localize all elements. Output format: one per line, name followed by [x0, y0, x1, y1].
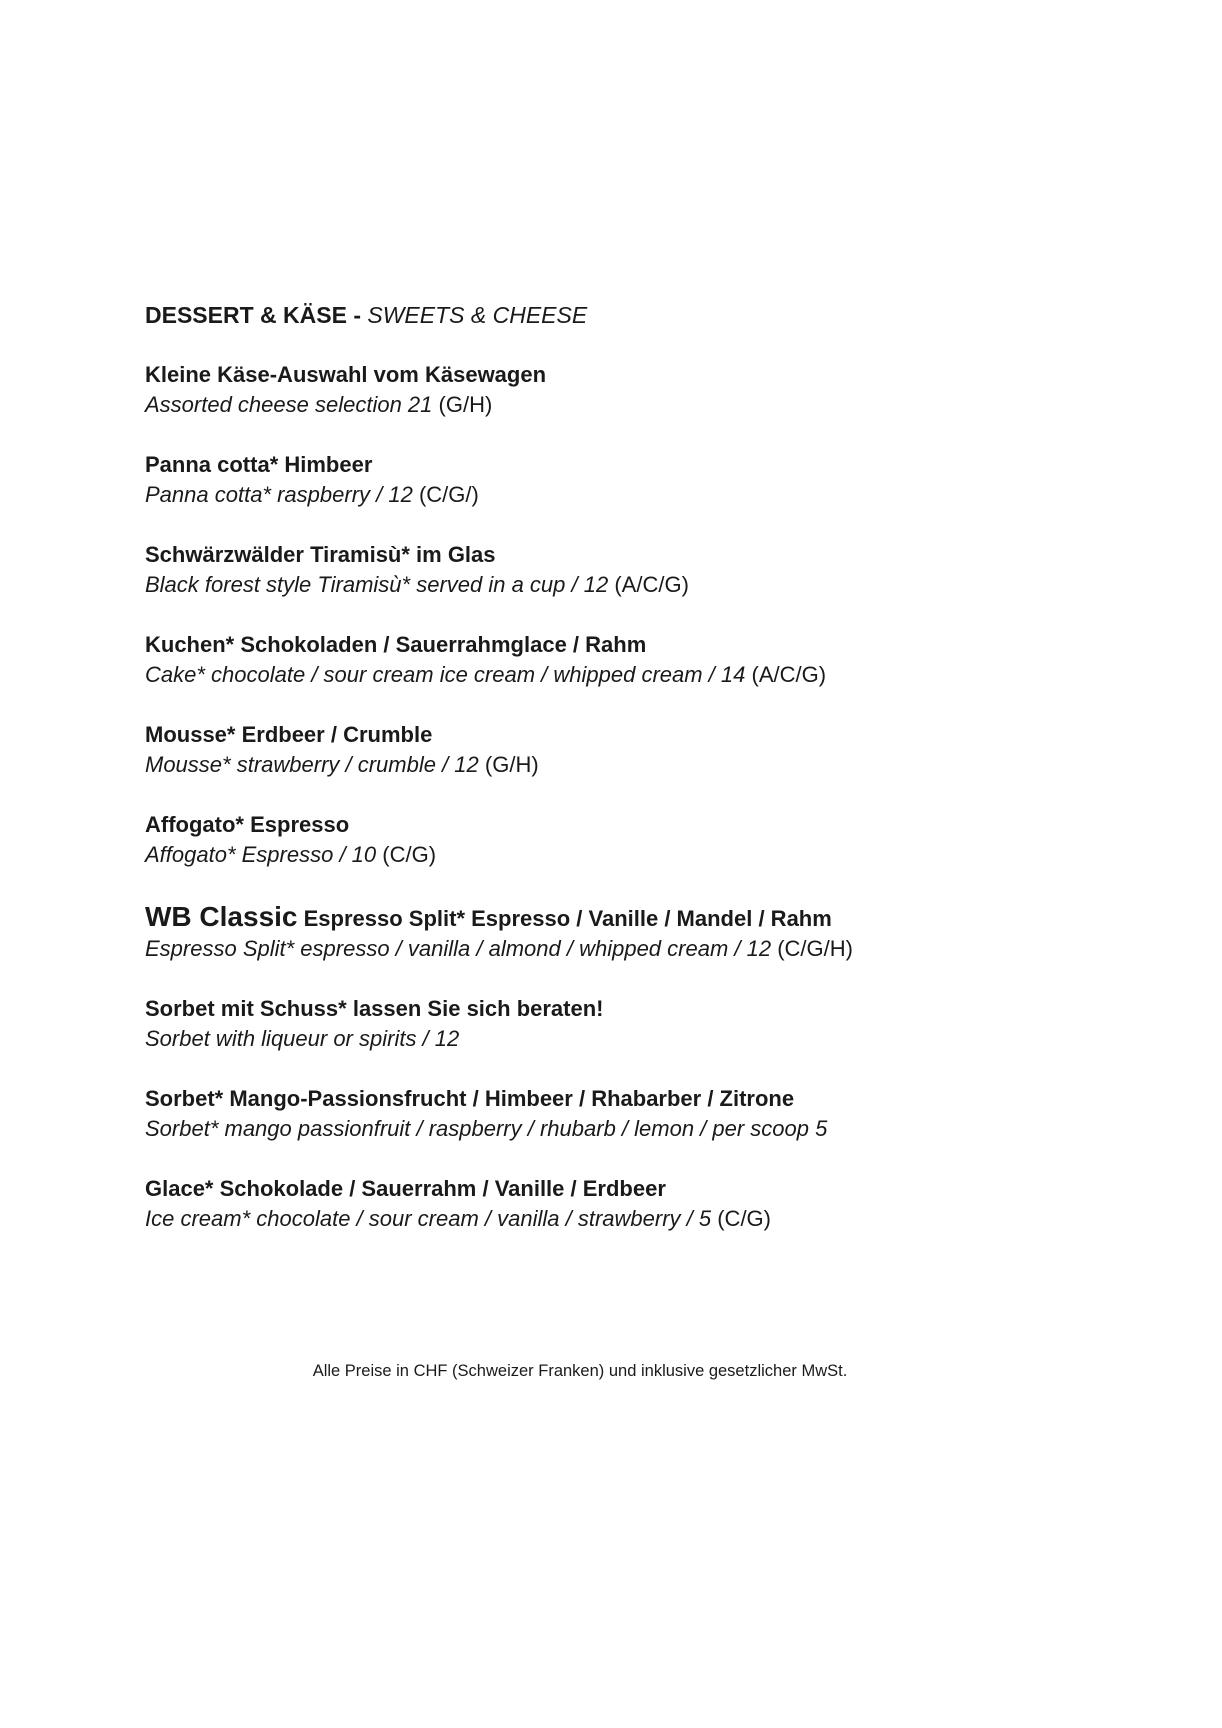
item-description — [145, 660, 1142, 690]
item-description-text: Assorted cheese selection 21 — [145, 392, 433, 417]
brand-label: WB Classic — [145, 901, 298, 932]
item-name: Mousse* Erdbeer / Crumble — [145, 722, 433, 747]
item-description — [145, 390, 1142, 420]
allergen-codes: (C/G) — [382, 842, 437, 867]
menu-item-wb-classic — [145, 900, 1142, 964]
item-name-text: Espresso Split* Espresso / Vanille / Mandel / Rahm — [303, 906, 832, 931]
item-description — [145, 1204, 1142, 1234]
allergen-codes: (C/G/) — [418, 482, 479, 507]
menu-content — [145, 300, 1142, 1264]
item-description-text: Sorbet* mango passionfruit / raspberry / rhubarb / lemon / per scoop 5 — [145, 1116, 828, 1141]
menu-item-sorbet-schuss — [145, 994, 1142, 1054]
item-description — [145, 750, 1142, 780]
menu-title-german: DESSERT & KÄSE - — [145, 302, 361, 328]
item-description — [145, 480, 1142, 510]
allergen-codes: (C/G/H) — [777, 936, 853, 961]
item-description-text: Black forest style Tiramisù* served in a cup / 12 — [145, 572, 609, 597]
menu-item-kuchen — [145, 630, 1142, 690]
item-name: Panna cotta* Himbeer — [145, 452, 373, 477]
item-description-text: Panna cotta* raspberry / 12 — [145, 482, 413, 507]
item-description-text: Sorbet with liqueur or spirits / 12 — [145, 1026, 460, 1051]
allergen-codes: (A/C/G) — [751, 662, 827, 687]
price-disclaimer: Alle Preise in CHF (Schweizer Franken) und inklusive gesetzlicher MwSt. — [312, 1362, 848, 1380]
menu-item-cheese-selection — [145, 360, 1142, 420]
item-name: Kleine Käse-Auswahl vom Käsewagen — [145, 362, 547, 387]
item-name: Glace* Schokolade / Sauerrahm / Vanille / Erdbeer — [145, 1176, 666, 1201]
menu-item-panna-cotta — [145, 450, 1142, 510]
item-name: Sorbet* Mango-Passionsfrucht / Himbeer / Rhabarber / Zitrone — [145, 1086, 795, 1111]
item-description — [145, 840, 1142, 870]
item-description — [145, 1024, 1142, 1054]
item-description — [145, 570, 1142, 600]
allergen-codes: (C/G) — [717, 1206, 771, 1231]
allergen-codes: (G/H) — [438, 392, 493, 417]
menu-item-tiramisu — [145, 540, 1142, 600]
allergen-codes: (A/C/G) — [614, 572, 689, 597]
menu-item-affogato — [145, 810, 1142, 870]
menu-item-sorbet — [145, 1084, 1142, 1144]
item-name: Sorbet mit Schuss* lassen Sie sich beraten! — [145, 996, 604, 1021]
item-description — [145, 1114, 1142, 1144]
item-name: Schwärzwälder Tiramisù* im Glas — [145, 542, 496, 567]
item-name — [145, 900, 1142, 934]
item-description-text: Cake* chocolate / sour cream ice cream / whipped cream / 14 — [145, 662, 746, 687]
item-description — [145, 934, 1142, 964]
item-description-text: Ice cream* chocolate / sour cream / vanilla / strawberry / 5 — [145, 1206, 712, 1231]
menu-item-mousse — [145, 720, 1142, 780]
item-name: Affogato* Espresso — [145, 812, 350, 837]
menu-title-english: SWEETS & CHEESE — [367, 302, 588, 328]
item-description-text: Affogato* Espresso / 10 — [145, 842, 377, 867]
item-description-text: Mousse* strawberry / crumble / 12 — [145, 752, 479, 777]
menu-item-glace — [145, 1174, 1142, 1234]
allergen-codes: (G/H) — [484, 752, 539, 777]
item-name: Kuchen* Schokoladen / Sauerrahmglace / Rahm — [145, 632, 647, 657]
menu-section-title — [145, 300, 1142, 330]
item-description-text: Espresso Split* espresso / vanilla / almond / whipped cream / 12 — [145, 936, 772, 961]
